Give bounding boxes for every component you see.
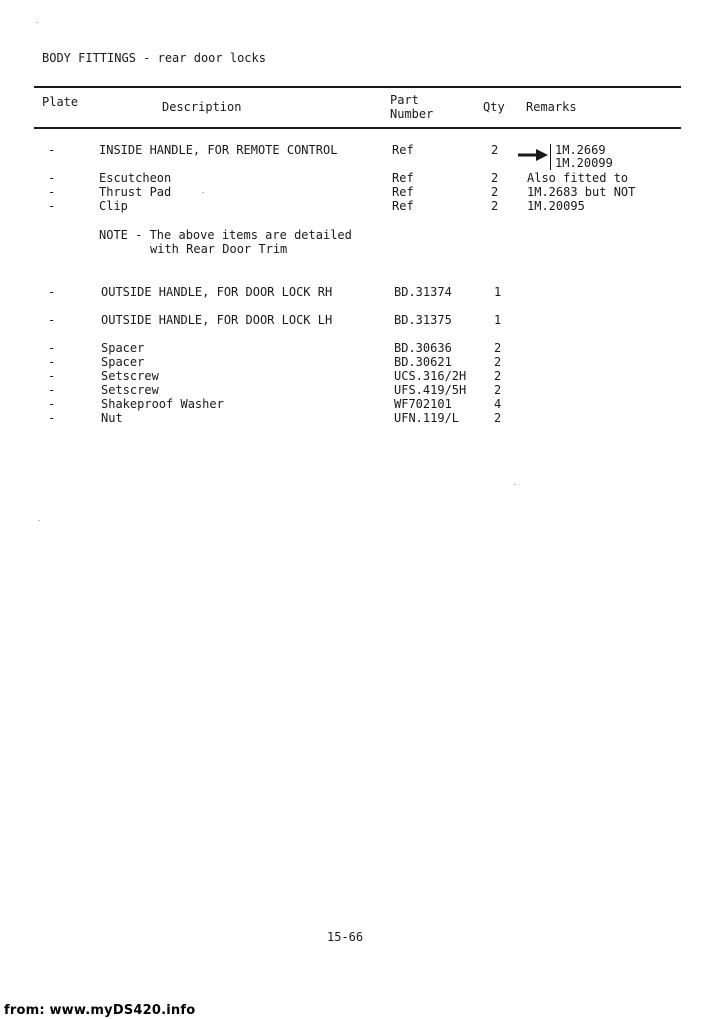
row-plate: -	[48, 341, 56, 355]
section-title: BODY FITTINGS - rear door locks	[42, 51, 266, 65]
row-description: Setscrew	[101, 369, 159, 383]
row-plate: -	[48, 285, 56, 299]
row-qty: 1	[494, 285, 502, 299]
header-top-rule	[34, 86, 681, 88]
row-description: Escutcheon	[99, 171, 172, 185]
row-part-number: BD.30636	[394, 341, 452, 355]
row-description: Setscrew	[101, 383, 159, 397]
remarks-bracket-line2: 1M.20099	[555, 156, 613, 170]
row-plate: -	[48, 199, 56, 213]
row-plate: -	[48, 397, 56, 411]
row-part-number: Ref	[392, 199, 414, 213]
row-qty: 2	[494, 355, 502, 369]
row-plate: -	[48, 185, 56, 199]
row-description: Spacer	[101, 341, 145, 355]
row-part-number: BD.31374	[394, 285, 452, 299]
scan-speck	[514, 484, 516, 485]
row-description: INSIDE HANDLE, FOR REMOTE CONTROL	[99, 143, 338, 157]
row-qty: 2	[494, 341, 502, 355]
row-qty: 2	[494, 383, 502, 397]
remarks-also-line2: 1M.2683 but NOT	[527, 185, 636, 199]
row-description: Clip	[99, 199, 128, 213]
row-part-number: UCS.316/2H	[394, 369, 467, 383]
row-plate: -	[48, 171, 56, 185]
page-number: 15-66	[327, 930, 364, 944]
scan-speck	[36, 22, 38, 23]
row-description: Spacer	[101, 355, 145, 369]
row-part-number: BD.30621	[394, 355, 452, 369]
remarks-bracket-line1: 1M.2669	[555, 143, 606, 157]
row-plate: -	[48, 383, 56, 397]
column-header-qty: Qty	[483, 100, 505, 114]
remarks-also-line3: 1M.20095	[527, 199, 585, 213]
row-plate: -	[48, 313, 56, 327]
header-bottom-rule	[34, 127, 681, 129]
row-qty: 2	[491, 171, 499, 185]
row-description: Shakeproof Washer	[101, 397, 224, 411]
row-plate: -	[48, 355, 56, 369]
row-part-number: UFN.119/L	[394, 411, 460, 425]
row-description: OUTSIDE HANDLE, FOR DOOR LOCK LH	[101, 313, 333, 327]
row-plate: -	[48, 369, 56, 383]
column-header-plate: Plate	[42, 95, 79, 109]
remarks-bracket	[550, 144, 551, 170]
column-header-part-line1: Part	[390, 93, 419, 107]
note-line2: with Rear Door Trim	[150, 242, 288, 256]
row-part-number: Ref	[392, 185, 414, 199]
row-part-number: Ref	[392, 143, 414, 157]
row-qty: 2	[491, 185, 499, 199]
remarks-also-line1: Also fitted to	[527, 171, 629, 185]
column-header-remarks: Remarks	[526, 100, 577, 114]
column-header-description: Description	[162, 100, 242, 114]
note-line1: NOTE - The above items are detailed	[99, 228, 352, 242]
row-description: OUTSIDE HANDLE, FOR DOOR LOCK RH	[101, 285, 333, 299]
footer-source-text: from: www.myDS420.info	[4, 1003, 196, 1018]
scan-speck	[38, 520, 40, 521]
row-part-number: WF702101	[394, 397, 452, 411]
scan-speck	[202, 192, 204, 193]
row-part-number: Ref	[392, 171, 414, 185]
row-qty: 2	[494, 369, 502, 383]
row-qty: 2	[491, 199, 499, 213]
row-plate: -	[48, 411, 56, 425]
row-description: Nut	[101, 411, 123, 425]
row-qty: 2	[494, 411, 502, 425]
arrow-right-icon	[518, 149, 548, 161]
row-part-number: UFS.419/5H	[394, 383, 467, 397]
row-qty: 1	[494, 313, 502, 327]
row-qty: 4	[494, 397, 502, 411]
row-qty: 2	[491, 143, 499, 157]
column-header-part-line2: Number	[390, 107, 434, 121]
row-description: Thrust Pad	[99, 185, 172, 199]
row-part-number: BD.31375	[394, 313, 452, 327]
row-plate: -	[48, 143, 56, 157]
